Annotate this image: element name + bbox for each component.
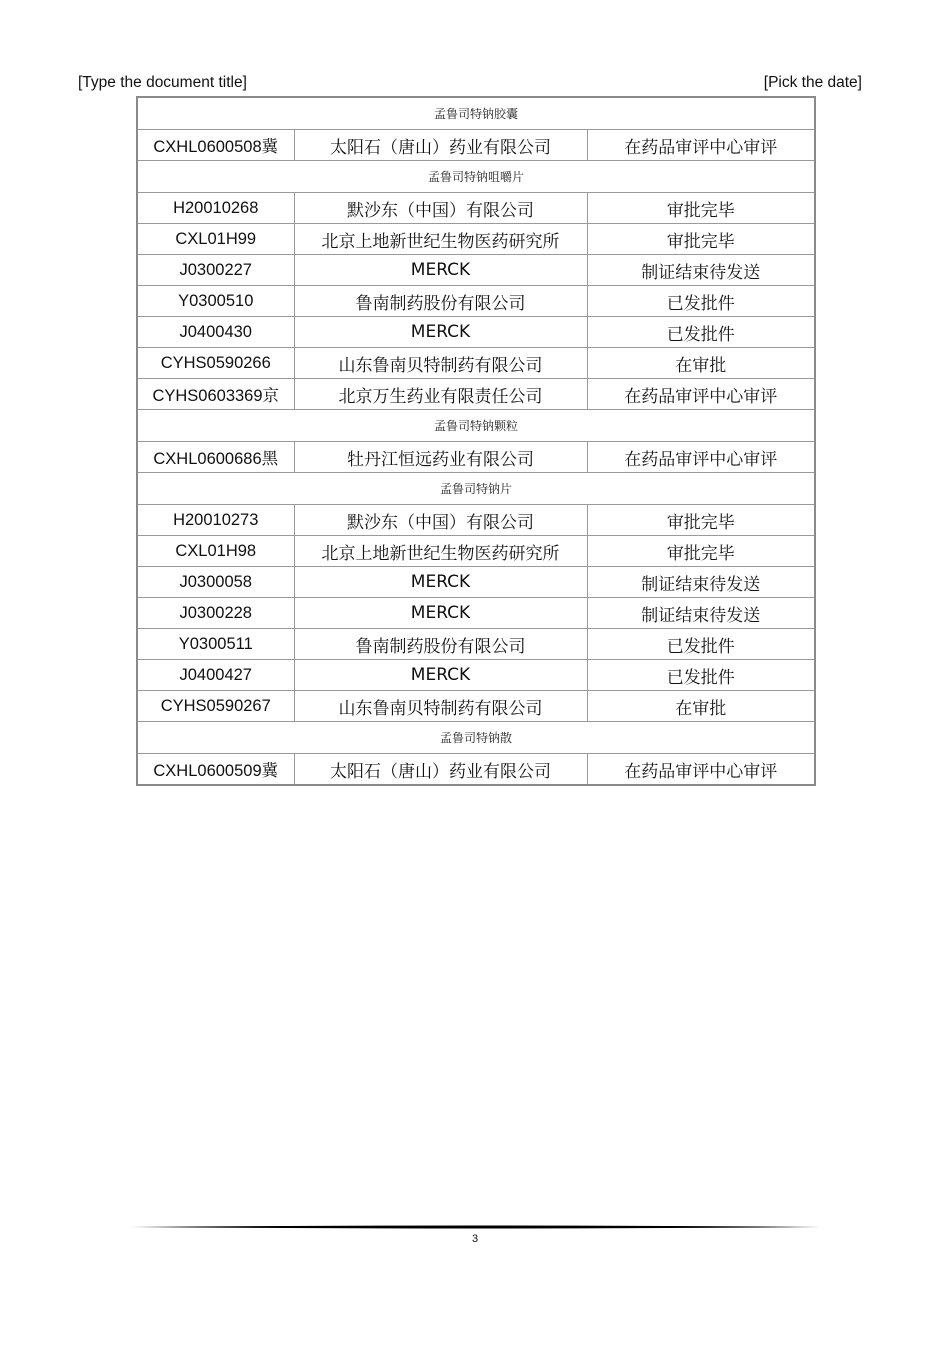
table-row [137, 317, 815, 348]
drug-group-title: 孟鲁司特钠胶囊 [137, 97, 815, 130]
approval-code-cell: H20010268 [137, 193, 294, 224]
document-title-placeholder: [Type the document title] [78, 74, 247, 91]
company-cell: 山东鲁南贝特制药有限公司 [294, 691, 587, 722]
company-cell: 默沙东（中国）有限公司 [294, 193, 587, 224]
table-row [137, 691, 815, 722]
approval-code-cell: CXL01H98 [137, 536, 294, 567]
status-cell: 审批完毕 [587, 193, 815, 224]
approval-code-cell: CYHS0590266 [137, 348, 294, 379]
drug-group-title: 孟鲁司特钠咀嚼片 [137, 161, 815, 193]
company-cell: 鲁南制药股份有限公司 [294, 629, 587, 660]
drug-group-header [137, 473, 815, 505]
approval-code-cell: H20010273 [137, 505, 294, 536]
status-cell: 在药品审评中心审评 [587, 754, 815, 786]
status-cell: 制证结束待发送 [587, 255, 815, 286]
status-cell: 审批完毕 [587, 536, 815, 567]
table-row [137, 193, 815, 224]
table-row [137, 379, 815, 410]
drug-group-title: 孟鲁司特钠片 [137, 473, 815, 505]
status-cell: 在审批 [587, 348, 815, 379]
page-number: 3 [471, 1233, 479, 1245]
table-row [137, 754, 815, 786]
footer-divider [132, 1225, 820, 1229]
drug-group-header [137, 410, 815, 442]
company-cell: MERCK [294, 567, 587, 598]
table-row [137, 505, 815, 536]
company-cell: 太阳石（唐山）药业有限公司 [294, 754, 587, 786]
company-cell: MERCK [294, 598, 587, 629]
table-row [137, 130, 815, 161]
company-cell: MERCK [294, 317, 587, 348]
approval-code-cell: CXL01H99 [137, 224, 294, 255]
approval-code-cell: CYHS0603369京 [137, 379, 294, 410]
status-cell: 在审批 [587, 691, 815, 722]
table-row [137, 348, 815, 379]
approval-code-cell: J0300228 [137, 598, 294, 629]
status-cell: 在药品审评中心审评 [587, 442, 815, 473]
company-cell: 北京上地新世纪生物医药研究所 [294, 224, 587, 255]
table-row [137, 598, 815, 629]
approval-code-cell: Y0300510 [137, 286, 294, 317]
approval-code-cell: CXHL0600509冀 [137, 754, 294, 786]
status-cell: 审批完毕 [587, 505, 815, 536]
table-row [137, 255, 815, 286]
status-cell: 已发批件 [587, 286, 815, 317]
status-cell: 制证结束待发送 [587, 567, 815, 598]
approval-code-cell: CXHL0600686黑 [137, 442, 294, 473]
approval-code-cell: J0400427 [137, 660, 294, 691]
table-row [137, 442, 815, 473]
status-cell: 在药品审评中心审评 [587, 379, 815, 410]
date-placeholder: [Pick the date] [763, 74, 862, 91]
company-cell: MERCK [294, 255, 587, 286]
table-row [137, 224, 815, 255]
table-row [137, 629, 815, 660]
status-cell: 制证结束待发送 [587, 598, 815, 629]
approval-code-cell: J0300227 [137, 255, 294, 286]
drug-group-header [137, 97, 815, 130]
company-cell: 牡丹江恒远药业有限公司 [294, 442, 587, 473]
approval-code-cell: Y0300511 [137, 629, 294, 660]
drug-group-title: 孟鲁司特钠散 [137, 722, 815, 754]
drug-group-title: 孟鲁司特钠颗粒 [137, 410, 815, 442]
drug-group-header [137, 722, 815, 754]
table-row [137, 536, 815, 567]
company-cell: MERCK [294, 660, 587, 691]
table-row [137, 567, 815, 598]
approval-code-cell: J0300058 [137, 567, 294, 598]
table-row [137, 286, 815, 317]
approval-code-cell: CYHS0590267 [137, 691, 294, 722]
company-cell: 太阳石（唐山）药业有限公司 [294, 130, 587, 161]
company-cell: 山东鲁南贝特制药有限公司 [294, 348, 587, 379]
approval-code-cell: CXHL0600508冀 [137, 130, 294, 161]
table-row [137, 660, 815, 691]
drug-group-header [137, 161, 815, 193]
company-cell: 默沙东（中国）有限公司 [294, 505, 587, 536]
status-cell: 已发批件 [587, 317, 815, 348]
status-cell: 已发批件 [587, 629, 815, 660]
status-cell: 已发批件 [587, 660, 815, 691]
approval-code-cell: J0400430 [137, 317, 294, 348]
company-cell: 北京万生药业有限责任公司 [294, 379, 587, 410]
status-cell: 审批完毕 [587, 224, 815, 255]
company-cell: 鲁南制药股份有限公司 [294, 286, 587, 317]
drug-approval-table [136, 96, 816, 786]
company-cell: 北京上地新世纪生物医药研究所 [294, 536, 587, 567]
status-cell: 在药品审评中心审评 [587, 130, 815, 161]
